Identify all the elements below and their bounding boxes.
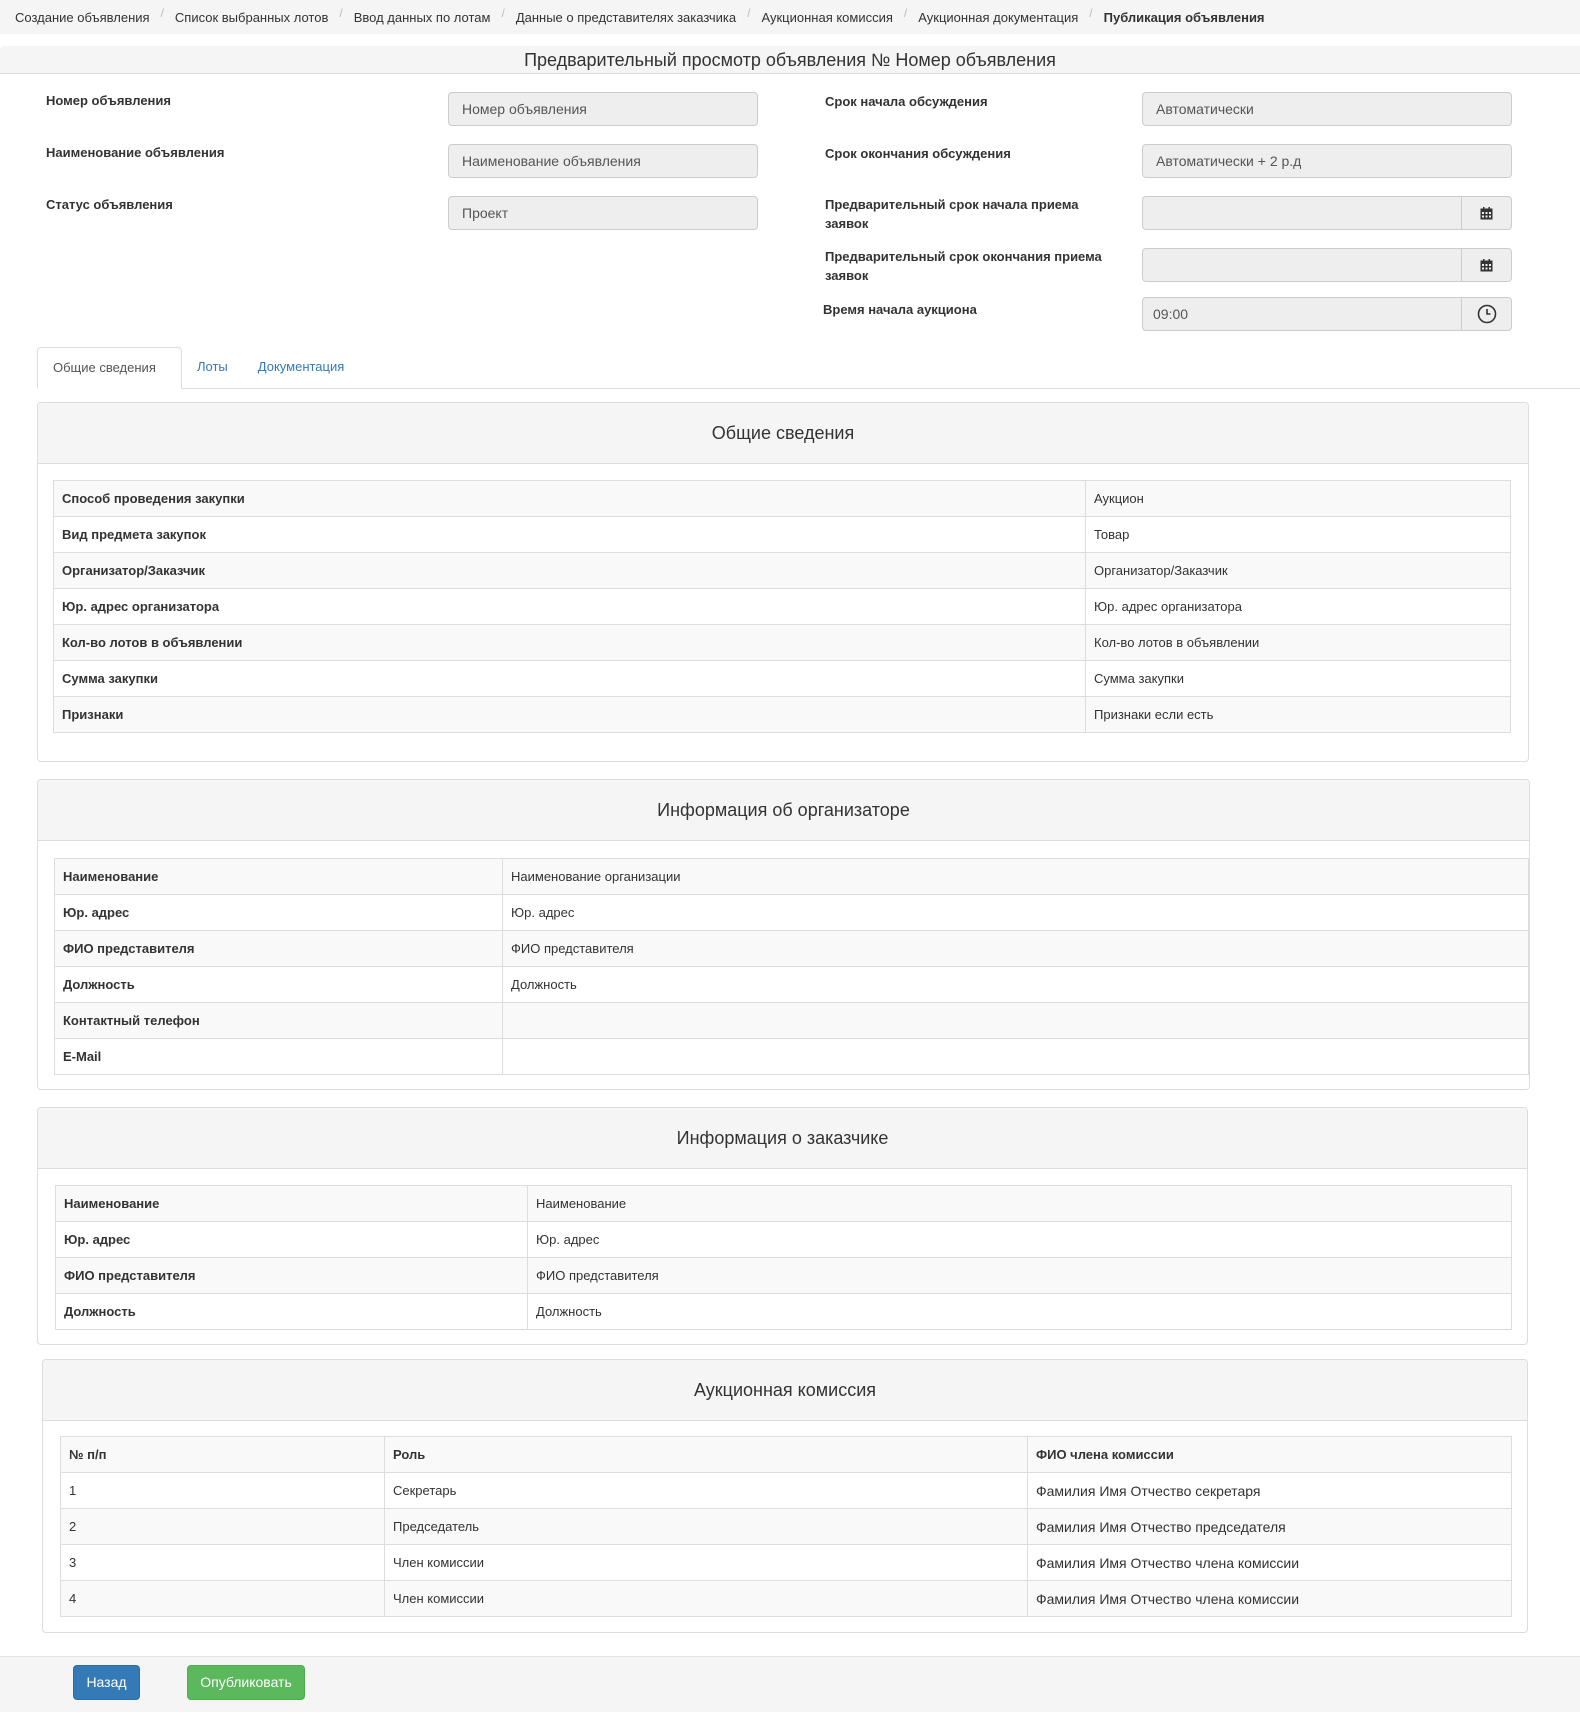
row-value bbox=[503, 1003, 1529, 1039]
row-key: Вид предмета закупок bbox=[54, 517, 1086, 553]
row-value: Должность bbox=[528, 1294, 1512, 1330]
breadcrumb-item-create[interactable]: Создание объявления bbox=[15, 9, 150, 25]
apps-start-label: Предварительный срок начала приема заявок bbox=[825, 197, 1079, 231]
tab-general[interactable]: Общие сведения bbox=[37, 347, 182, 389]
row-number: 1 bbox=[61, 1473, 385, 1509]
commission-panel bbox=[42, 1359, 1528, 1633]
row-fio: Фамилия Имя Отчество члена комиссии bbox=[1028, 1581, 1512, 1617]
apps-end-label: Предварительный срок окончания приема заявок bbox=[825, 249, 1102, 283]
row-key: Должность bbox=[56, 1294, 528, 1330]
column-header: ФИО члена комиссии bbox=[1028, 1437, 1512, 1473]
back-button[interactable]: Назад bbox=[73, 1665, 140, 1700]
clock-icon bbox=[1477, 304, 1497, 324]
row-value: Аукцион bbox=[1086, 481, 1511, 517]
row-key: E-Mail bbox=[55, 1039, 503, 1075]
tab-bar bbox=[37, 347, 359, 389]
table-row bbox=[54, 697, 1511, 733]
row-key: Юр. адрес bbox=[55, 895, 503, 931]
row-fio: Фамилия Имя Отчество члена комиссии bbox=[1028, 1545, 1512, 1581]
tab-documentation[interactable]: Документация bbox=[257, 359, 345, 374]
breadcrumb-item-lot-data[interactable]: Ввод данных по лотам bbox=[353, 9, 491, 25]
table-header-row bbox=[61, 1437, 1512, 1473]
table-row bbox=[54, 625, 1511, 661]
row-key: Кол-во лотов в объявлении bbox=[54, 625, 1086, 661]
calendar-icon bbox=[1480, 207, 1493, 220]
calendar-button[interactable] bbox=[1461, 248, 1512, 282]
breadcrumb-separator: / bbox=[903, 6, 908, 20]
organizer-table bbox=[54, 858, 1529, 1075]
row-key: ФИО представителя bbox=[55, 931, 503, 967]
calendar-icon bbox=[1480, 259, 1493, 272]
row-value: Товар bbox=[1086, 517, 1511, 553]
table-row bbox=[61, 1473, 1512, 1509]
status-field[interactable]: Проект bbox=[448, 196, 758, 230]
commission-table bbox=[60, 1436, 1512, 1617]
row-value: Юр. адрес организатора bbox=[1086, 589, 1511, 625]
column-header: Роль bbox=[385, 1437, 1028, 1473]
row-key: Сумма закупки bbox=[54, 661, 1086, 697]
number-field[interactable]: Номер объявления bbox=[448, 92, 758, 126]
breadcrumb-item-lots-list[interactable]: Список выбранных лотов bbox=[174, 9, 329, 25]
row-key: Юр. адрес организатора bbox=[54, 589, 1086, 625]
breadcrumb-separator: / bbox=[501, 6, 505, 20]
row-fio: Фамилия Имя Отчество секретаря bbox=[1028, 1473, 1512, 1509]
row-key: Организатор/Заказчик bbox=[54, 553, 1086, 589]
number-label: Номер объявления bbox=[46, 93, 171, 108]
row-value: Юр. адрес bbox=[503, 895, 1529, 931]
row-key: Способ проведения закупки bbox=[54, 481, 1086, 517]
apps-end-datepicker bbox=[1142, 248, 1512, 282]
apps-start-datepicker bbox=[1142, 196, 1512, 230]
table-row bbox=[61, 1545, 1512, 1581]
breadcrumb-item-customer-reps[interactable]: Данные о представителях заказчика bbox=[515, 9, 737, 25]
organizer-panel-title: Информация об организаторе bbox=[38, 780, 1529, 841]
auction-time-label: Время начала аукциона bbox=[823, 302, 977, 317]
general-panel bbox=[37, 402, 1529, 762]
row-value: Организатор/Заказчик bbox=[1086, 553, 1511, 589]
row-value: Должность bbox=[503, 967, 1529, 1003]
breadcrumb-separator: / bbox=[747, 6, 751, 20]
row-key: ФИО представителя bbox=[56, 1258, 528, 1294]
table-row bbox=[54, 589, 1511, 625]
row-value: ФИО представителя bbox=[528, 1258, 1512, 1294]
row-number: 4 bbox=[61, 1581, 385, 1617]
status-label: Статус объявления bbox=[46, 197, 173, 212]
table-row bbox=[55, 1039, 1529, 1075]
breadcrumb bbox=[0, 0, 1580, 34]
row-number: 3 bbox=[61, 1545, 385, 1581]
publish-button[interactable]: Опубликовать bbox=[187, 1665, 305, 1700]
table-row bbox=[55, 1003, 1529, 1039]
row-key: Признаки bbox=[54, 697, 1086, 733]
discussion-end-label: Срок окончания обсуждения bbox=[825, 146, 1011, 161]
row-key: Контактный телефон bbox=[55, 1003, 503, 1039]
name-label: Наименование объявления bbox=[46, 145, 225, 160]
discussion-end-field[interactable]: Автоматически + 2 р.д bbox=[1142, 144, 1512, 178]
clock-button[interactable] bbox=[1461, 297, 1512, 331]
row-role: Член комиссии bbox=[385, 1545, 1028, 1581]
table-row bbox=[56, 1222, 1512, 1258]
row-key: Должность bbox=[55, 967, 503, 1003]
row-key: Наименование bbox=[56, 1186, 528, 1222]
breadcrumb-item-publication: Публикация объявления bbox=[1103, 9, 1265, 25]
breadcrumb-separator: / bbox=[1089, 6, 1093, 20]
row-role: Секретарь bbox=[385, 1473, 1028, 1509]
breadcrumb-item-documentation[interactable]: Аукционная документация bbox=[918, 9, 1079, 25]
row-key: Наименование bbox=[55, 859, 503, 895]
customer-panel-title: Информация о заказчике bbox=[38, 1108, 1527, 1169]
table-row bbox=[56, 1258, 1512, 1294]
breadcrumb-separator: / bbox=[339, 6, 343, 20]
row-value: ФИО представителя bbox=[503, 931, 1529, 967]
table-row bbox=[61, 1509, 1512, 1545]
row-value: Наименование организации bbox=[503, 859, 1529, 895]
row-role: Председатель bbox=[385, 1509, 1028, 1545]
table-row bbox=[61, 1581, 1512, 1617]
table-row bbox=[54, 553, 1511, 589]
discussion-start-field[interactable]: Автоматически bbox=[1142, 92, 1512, 126]
table-row bbox=[54, 661, 1511, 697]
row-value bbox=[503, 1039, 1529, 1075]
breadcrumb-item-commission[interactable]: Аукционная комиссия bbox=[761, 9, 893, 25]
row-number: 2 bbox=[61, 1509, 385, 1545]
row-value: Признаки если есть bbox=[1086, 697, 1511, 733]
row-role: Член комиссии bbox=[385, 1581, 1028, 1617]
discussion-start-label: Срок начала обсуждения bbox=[825, 94, 988, 109]
page-title: Предварительный просмотр объявления № Номер объявления bbox=[0, 46, 1580, 74]
general-panel-title: Общие сведения bbox=[38, 403, 1528, 464]
general-table bbox=[53, 480, 1511, 733]
apps-start-input[interactable] bbox=[1142, 196, 1461, 230]
customer-table bbox=[55, 1185, 1512, 1330]
table-row bbox=[55, 859, 1529, 895]
row-fio: Фамилия Имя Отчество председателя bbox=[1028, 1509, 1512, 1545]
tab-lots[interactable]: Лоты bbox=[197, 359, 228, 374]
table-row bbox=[55, 895, 1529, 931]
commission-panel-title: Аукционная комиссия bbox=[43, 1360, 1527, 1421]
row-key: Юр. адрес bbox=[56, 1222, 528, 1258]
table-row bbox=[55, 967, 1529, 1003]
row-value: Сумма закупки bbox=[1086, 661, 1511, 697]
calendar-button[interactable] bbox=[1461, 196, 1512, 230]
row-value: Наименование bbox=[528, 1186, 1512, 1222]
table-row bbox=[56, 1294, 1512, 1330]
table-row bbox=[55, 931, 1529, 967]
organizer-panel bbox=[37, 779, 1530, 1090]
customer-panel bbox=[37, 1107, 1528, 1345]
table-row bbox=[54, 481, 1511, 517]
auction-time-input[interactable]: 09:00 bbox=[1142, 297, 1461, 331]
table-row bbox=[56, 1186, 1512, 1222]
row-value: Кол-во лотов в объявлении bbox=[1086, 625, 1511, 661]
row-value: Юр. адрес bbox=[528, 1222, 1512, 1258]
column-header: № п/п bbox=[61, 1437, 385, 1473]
table-row bbox=[54, 517, 1511, 553]
breadcrumb-separator: / bbox=[160, 6, 164, 20]
name-field[interactable]: Наименование объявления bbox=[448, 144, 758, 178]
auction-time-picker bbox=[1142, 297, 1512, 331]
apps-end-input[interactable] bbox=[1142, 248, 1461, 282]
